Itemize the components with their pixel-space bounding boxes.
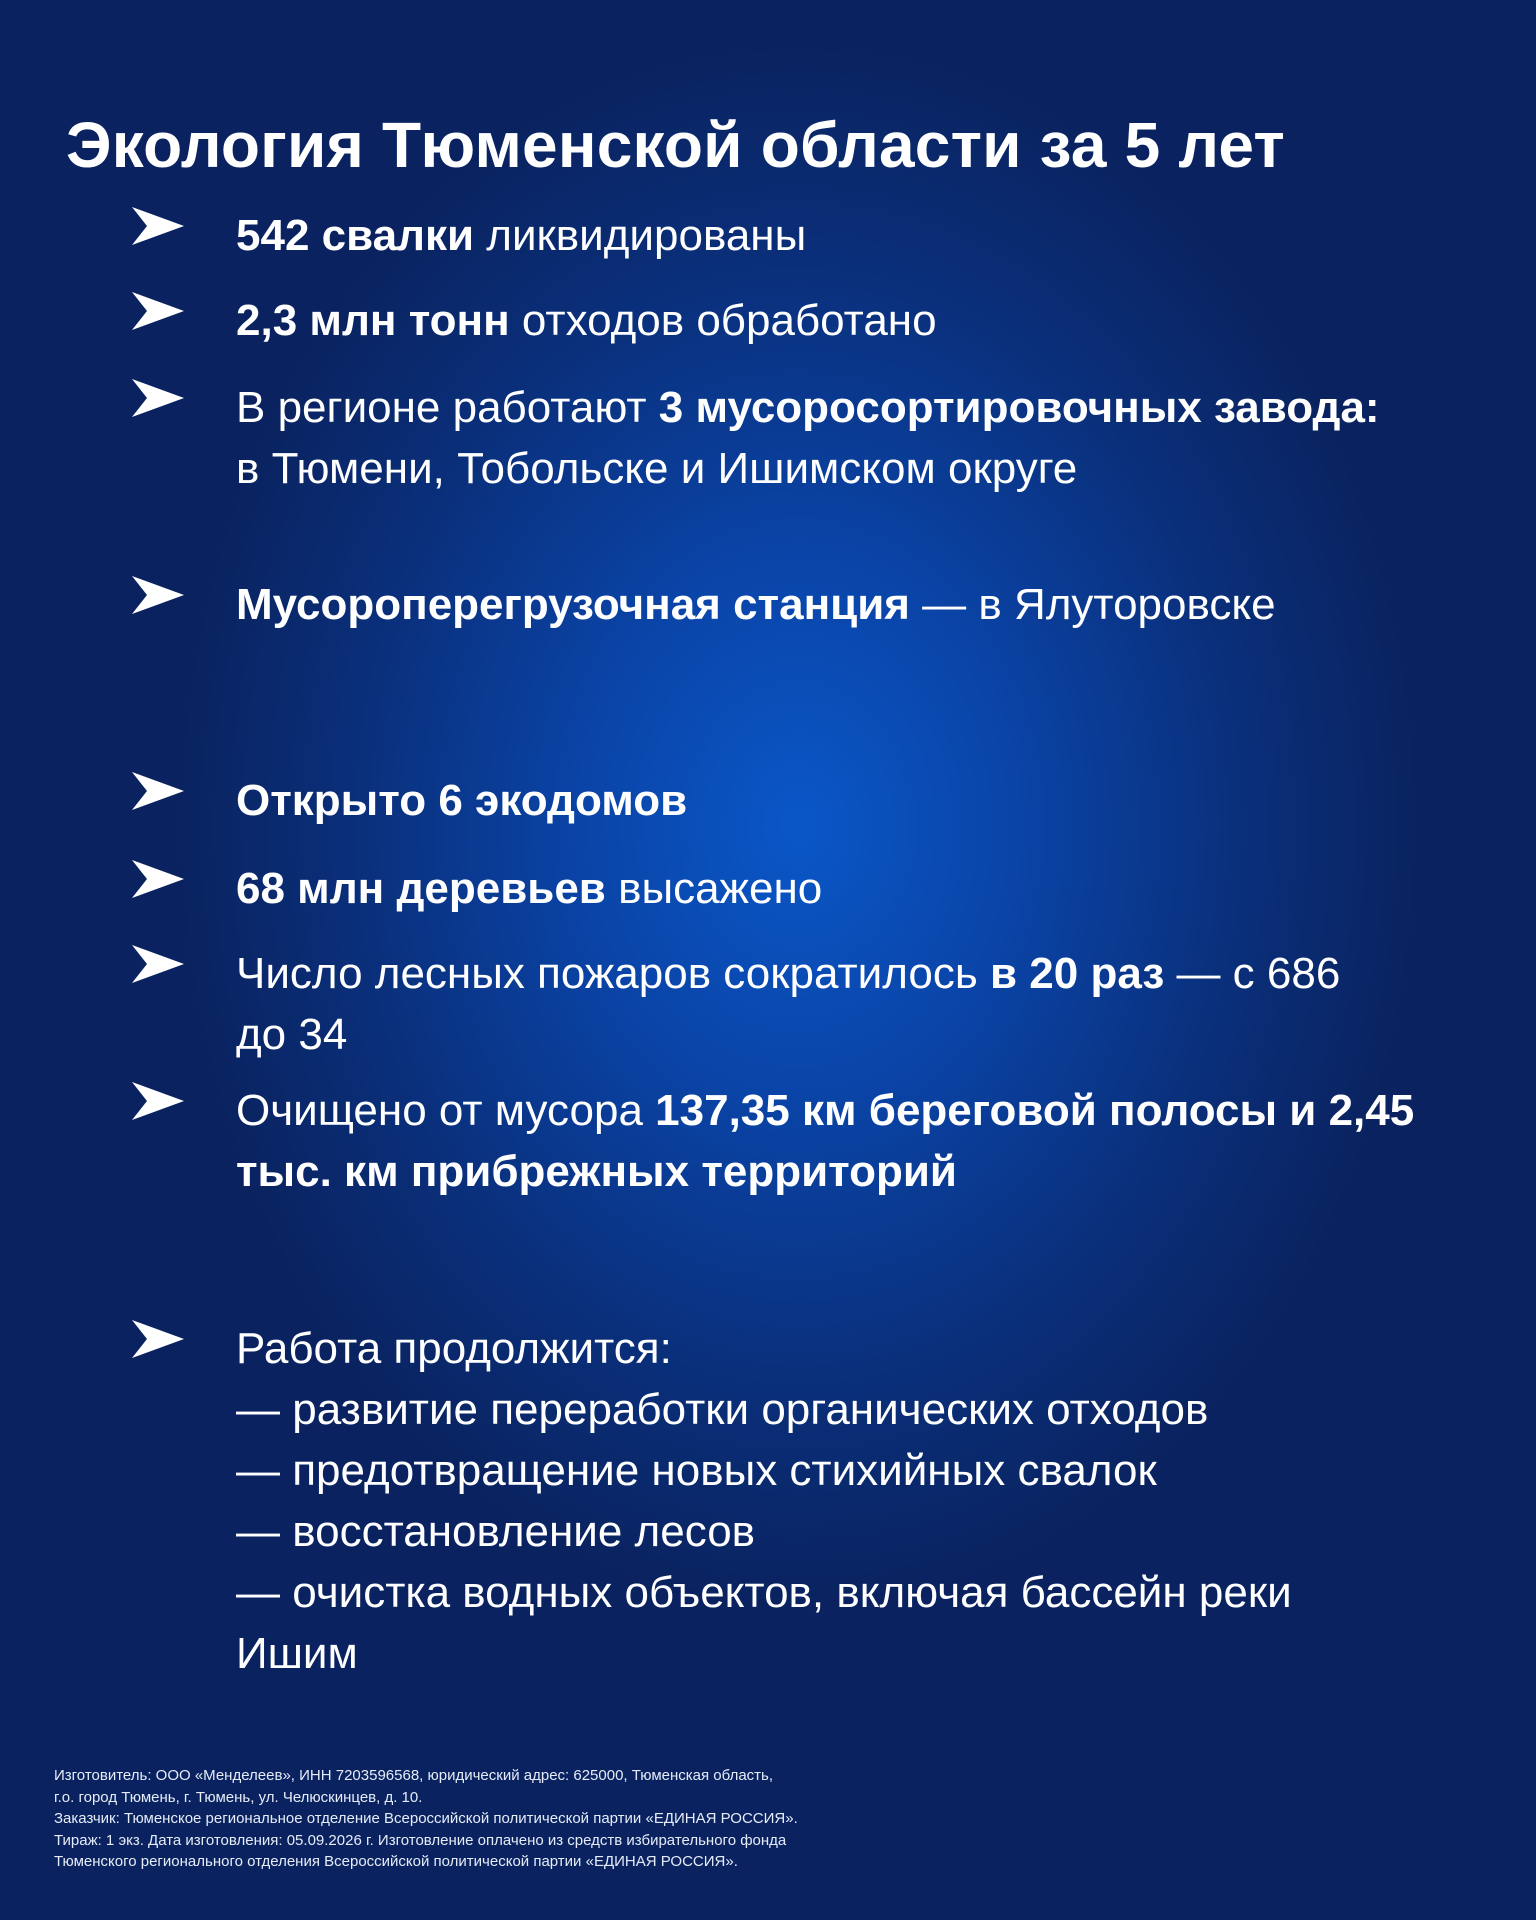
list-item-regular-text: — в Ялуторовске bbox=[909, 580, 1276, 629]
list-item-text bbox=[236, 1080, 1476, 1202]
list-item-bold-text: 3 мусоросортировочных завода: bbox=[658, 383, 1380, 432]
list-item-text bbox=[236, 377, 1406, 499]
list-item-bold-text: 68 млн деревьев bbox=[236, 864, 606, 913]
list-item-regular-text: ликвидированы bbox=[474, 211, 807, 260]
list-item-text bbox=[236, 858, 1456, 919]
page-title: Экология Тюменской области за 5 лет bbox=[66, 108, 1285, 181]
footer-line: Изготовитель: ООО «Менделеев», ИНН 7203596568, юридический адрес: 625000, Тюменская область, bbox=[54, 1767, 774, 1784]
list-item-regular-text: — с 686 до 34 bbox=[236, 949, 1341, 1059]
arrow-bullet-icon bbox=[132, 772, 184, 810]
arrow-bullet-icon bbox=[132, 576, 184, 614]
footer-line: Тюменского регионального отделения Всероссийской политической партии «ЕДИНАЯ РОССИЯ». bbox=[54, 1853, 738, 1870]
plan-line: — очистка водных объектов, включая бассейн реки Ишим bbox=[236, 1568, 1292, 1678]
plan-line: — развитие переработки органических отходов bbox=[236, 1385, 1209, 1434]
list-item-regular-text: Число лесных пожаров сократилось bbox=[236, 949, 991, 998]
arrow-bullet-icon bbox=[132, 292, 184, 330]
list-item-text bbox=[236, 574, 1456, 635]
list-item-bold-text: в 20 раз bbox=[990, 949, 1165, 998]
arrow-bullet-icon bbox=[132, 1320, 184, 1358]
list-item-bold-text: Открыто 6 экодомов bbox=[236, 776, 688, 825]
list-item-regular-text: Очищено от мусора bbox=[236, 1086, 656, 1135]
list-item-bold-text: Мусороперегрузочная станция bbox=[236, 580, 910, 629]
list-item-text bbox=[236, 943, 1356, 1065]
plan-line: — восстановление лесов bbox=[236, 1507, 756, 1556]
plan-line: — предотвращение новых стихийных свалок bbox=[236, 1446, 1157, 1495]
arrow-bullet-icon bbox=[132, 945, 184, 983]
list-item-regular-text: высажено bbox=[605, 864, 823, 913]
arrow-bullet-icon bbox=[132, 860, 184, 898]
list-item-bold-text: 2,3 млн тонн bbox=[236, 296, 510, 345]
list-item-text bbox=[236, 290, 1456, 351]
list-item-regular-text: в Тюмени, Тобольске и Ишимском округе bbox=[236, 444, 1078, 493]
plans-text bbox=[236, 1318, 1416, 1684]
plans-heading: Работа продолжится: bbox=[236, 1324, 672, 1373]
arrow-bullet-icon bbox=[132, 379, 184, 417]
footer-line: г.о. город Тюмень, г. Тюмень, ул. Челюскинцев, д. 10. bbox=[54, 1788, 423, 1806]
list-item-text bbox=[236, 770, 1456, 831]
list-item-text bbox=[236, 205, 1456, 266]
footer-line: Тираж: 1 экз. Дата изготовления: 05.09.2026 г. Изготовление оплачено из средств избирательного фонда bbox=[54, 1831, 787, 1849]
arrow-bullet-icon bbox=[132, 207, 184, 245]
list-item-regular-text: отходов обработано bbox=[509, 296, 937, 345]
list-item-regular-text: В регионе работают bbox=[236, 383, 659, 432]
arrow-bullet-icon bbox=[132, 1082, 184, 1120]
list-item-bold-text: 542 свалки bbox=[236, 211, 475, 260]
imprint-footer bbox=[54, 1765, 1054, 1873]
list-item-bold-text: 137,35 км береговой полосы и 2,45 тыс. км прибрежных территорий bbox=[236, 1086, 1415, 1196]
footer-line: Заказчик: Тюменское региональное отделение Всероссийской политической партии «ЕДИНАЯ РОССИЯ». bbox=[54, 1810, 798, 1827]
